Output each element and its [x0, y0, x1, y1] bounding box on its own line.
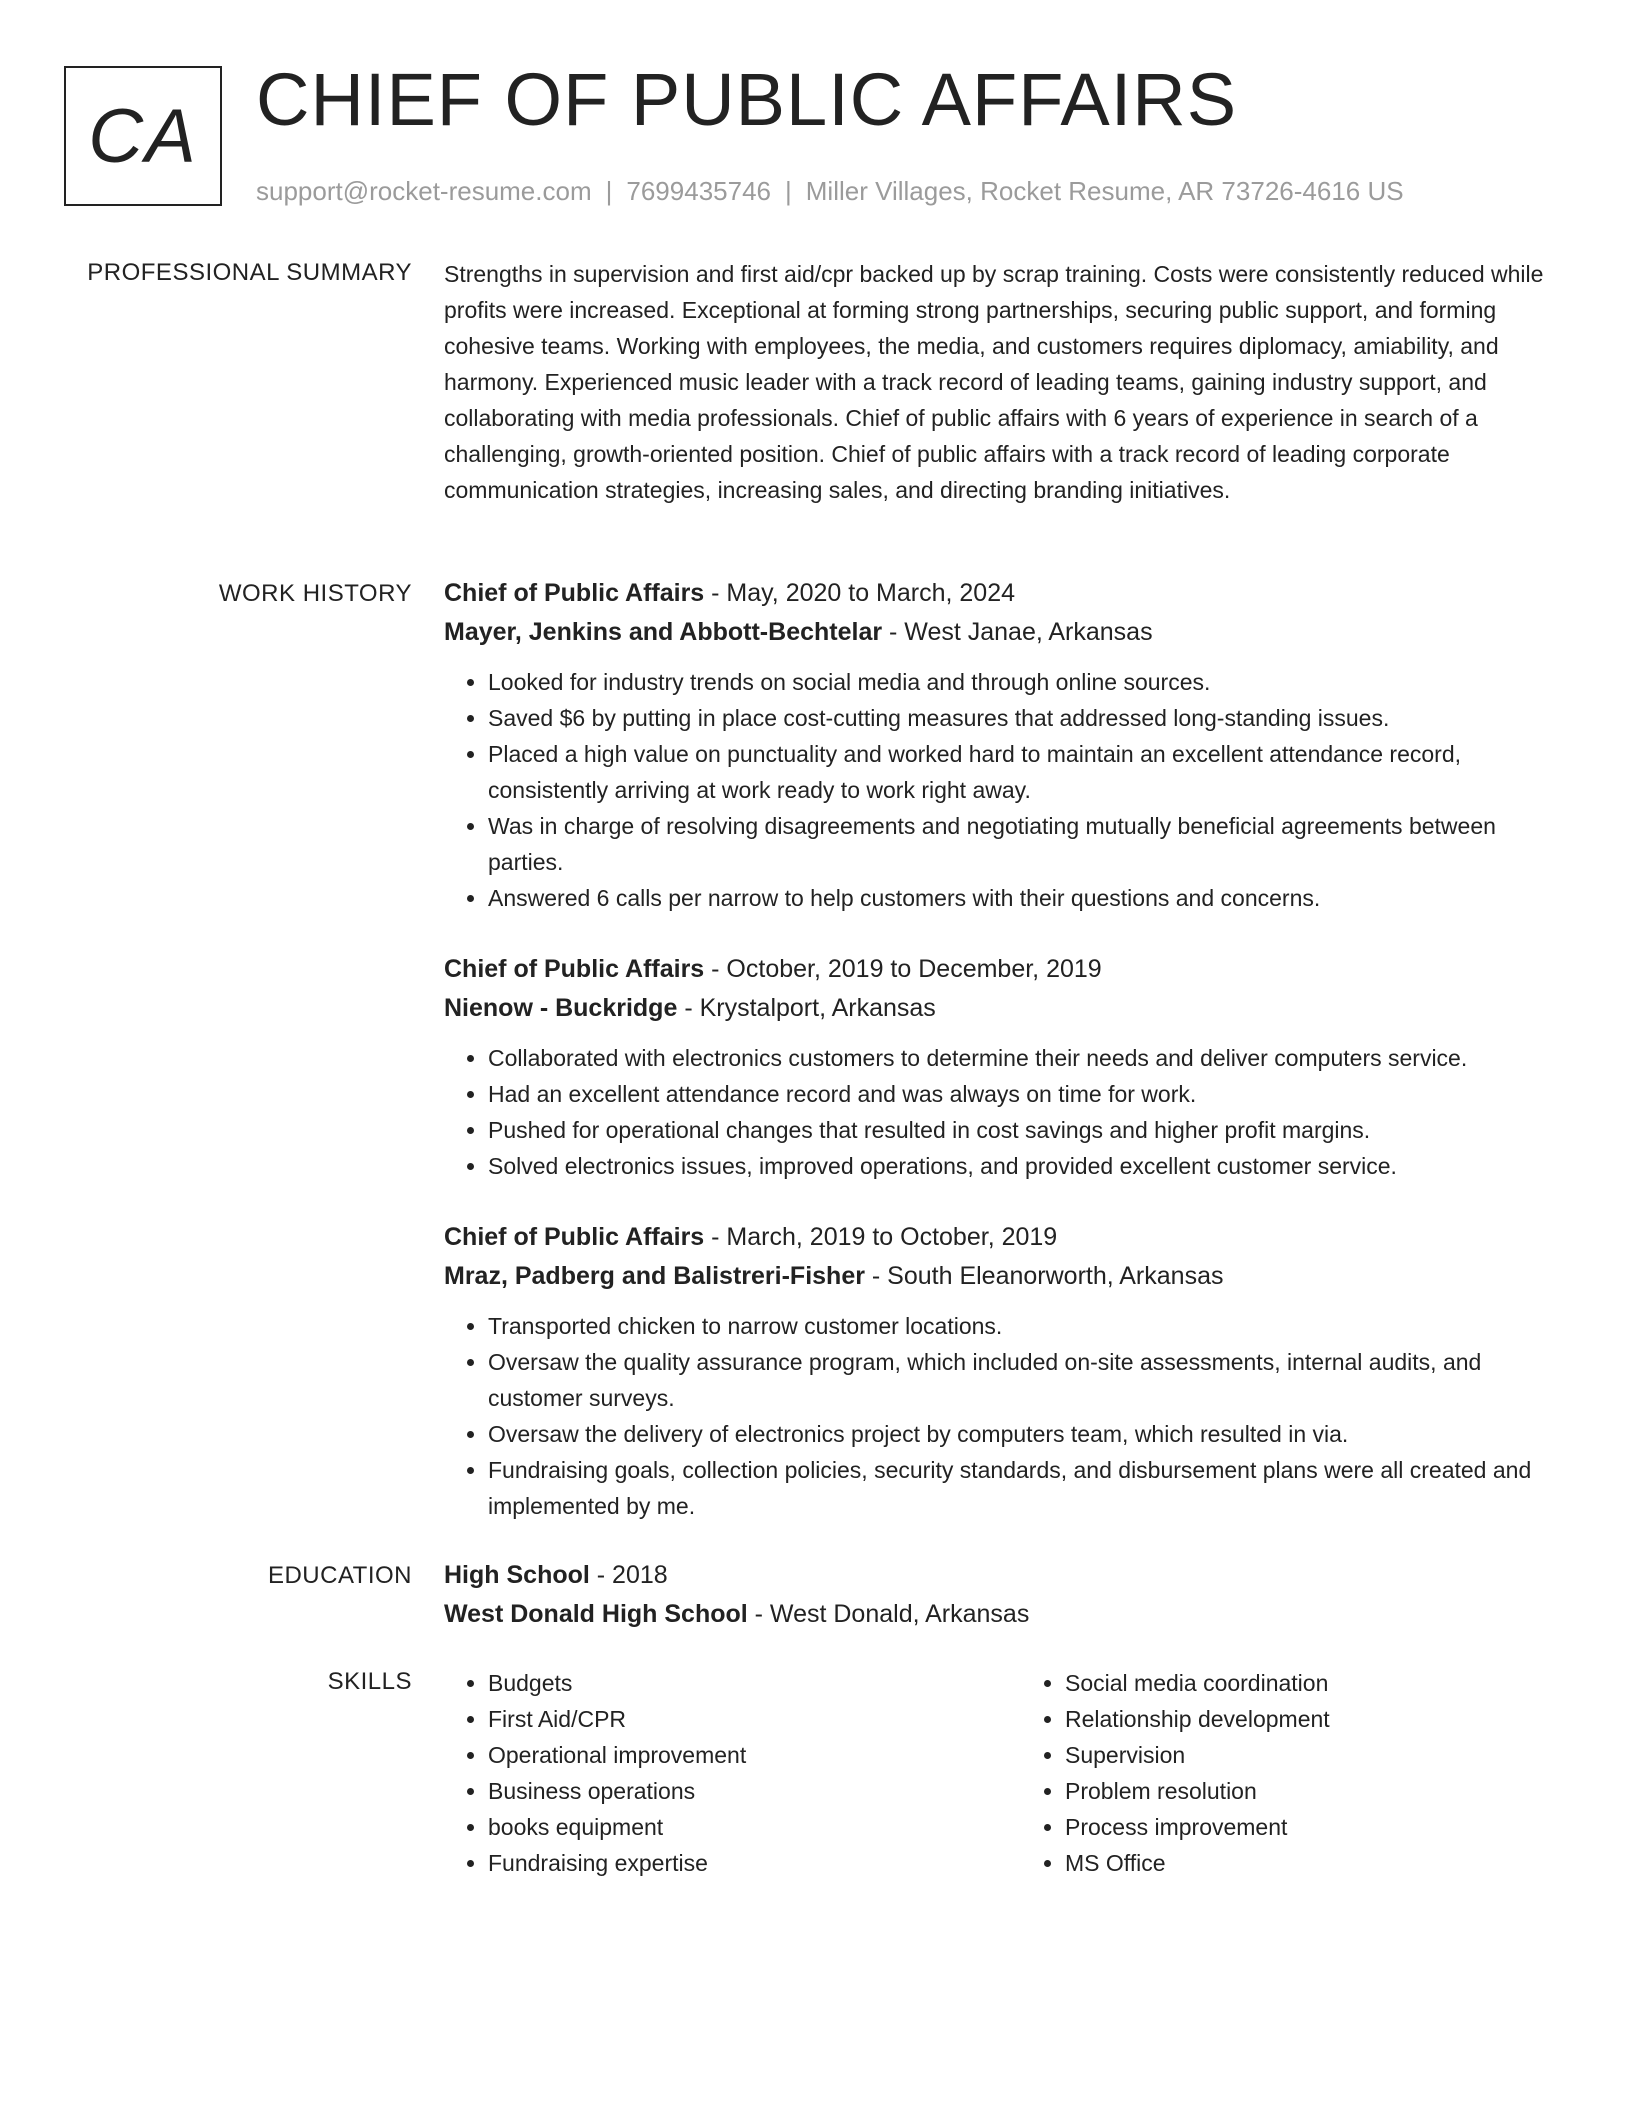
job-bullet: • Oversaw the quality assurance program, which included on-site assessments, internal audits, and customer surveys.: [488, 1344, 1554, 1416]
education-degree-line: [444, 1556, 1554, 1595]
skill-item: • Relationship development: [1065, 1701, 1554, 1737]
contact-line: [256, 174, 1404, 208]
education-year: - 2018: [589, 1561, 668, 1589]
job-bullet-list: [444, 1040, 1554, 1184]
job-entry: [444, 574, 1554, 916]
contact-separator: |: [605, 176, 613, 206]
job-company-line: [444, 1257, 1554, 1296]
job-entry: [444, 950, 1554, 1184]
job-bullet: • Looked for industry trends on social media and through online sources.: [488, 664, 1554, 700]
job-dates: - March, 2019 to October, 2019: [704, 1223, 1058, 1251]
job-bullet: • Oversaw the delivery of electronics project by computers team, which resulted in via.: [488, 1416, 1554, 1452]
job-entry: [444, 1218, 1554, 1524]
summary-text: Strengths in supervision and first aid/cpr backed up by scrap training. Costs were consistently reduced while profits were increased. Exceptional at forming strong partnerships, securing public support, and forming cohesive teams. Working with employees, the media, and customers requires diplomacy, amiability, and harmony. Experienced music leader with a track record of leading teams, gaining industry support, and collaborating with media professionals. Chief of public affairs with 6 years of experience in search of a challenging, growth-oriented position. Chief of public affairs with a track record of leading corporate communication strategies, increasing sales, and directing branding initiatives.: [444, 261, 1544, 503]
job-location: - West Janae, Arkansas: [882, 618, 1153, 646]
job-dates: - May, 2020 to March, 2024: [704, 579, 1016, 607]
job-role: Chief of Public Affairs: [444, 1223, 705, 1251]
job-company: Nienow - Buckridge: [444, 994, 678, 1022]
contact-phone[interactable]: 7699435746: [626, 176, 771, 206]
skill-item: • Social media coordination: [1065, 1665, 1554, 1701]
job-bullet: • Had an excellent attendance record and was always on time for work.: [488, 1076, 1554, 1112]
job-bullet: • Was in charge of resolving disagreements and negotiating mutually beneficial agreements between parties.: [488, 808, 1554, 880]
skills-heading: SKILLS: [327, 1668, 412, 1695]
skill-item: • Process improvement: [1065, 1809, 1554, 1845]
skill-item: • MS Office: [1065, 1845, 1554, 1881]
contact-address: Miller Villages, Rocket Resume, AR 73726-4616 US: [805, 176, 1404, 206]
job-bullet: • Answered 6 calls per narrow to help customers with their questions and concerns.: [488, 880, 1554, 916]
skills-list-right: [1021, 1665, 1554, 1881]
job-location: - Krystalport, Arkansas: [677, 994, 936, 1022]
job-bullet: • Fundraising goals, collection policies, security standards, and disbursement plans were all created and implemented by me.: [488, 1452, 1554, 1524]
job-bullet: • Transported chicken to narrow customer locations.: [488, 1308, 1554, 1344]
education-location: - West Donald, Arkansas: [747, 1600, 1030, 1628]
job-role: Chief of Public Affairs: [444, 955, 705, 983]
skill-item: • Problem resolution: [1065, 1773, 1554, 1809]
skill-item: • Budgets: [488, 1665, 977, 1701]
resume-title: CHIEF OF PUBLIC AFFAIRS: [256, 58, 1238, 141]
job-bullet: • Saved $6 by putting in place cost-cutting measures that addressed long-standing issues.: [488, 700, 1554, 736]
skill-item: • Operational improvement: [488, 1737, 977, 1773]
contact-separator: |: [785, 176, 792, 206]
job-bullet: • Collaborated with electronics customers to determine their needs and deliver computers service.: [488, 1040, 1554, 1076]
job-list: [444, 574, 1554, 1558]
job-company-line: [444, 989, 1554, 1028]
education-school-line: [444, 1595, 1554, 1634]
job-bullet-list: [444, 1308, 1554, 1524]
job-bullet: • Pushed for operational changes that resulted in cost savings and higher profit margins.: [488, 1112, 1554, 1148]
job-title-line: [444, 950, 1554, 989]
skills-list-left: [444, 1665, 977, 1881]
skills-columns: [444, 1665, 1554, 1881]
skill-item: • Business operations: [488, 1773, 977, 1809]
job-title-line: [444, 1218, 1554, 1257]
contact-email[interactable]: support@rocket-resume.com: [256, 176, 592, 206]
skill-item: • Supervision: [1065, 1737, 1554, 1773]
summary-heading: PROFESSIONAL SUMMARY: [87, 259, 412, 286]
skill-item: • Fundraising expertise: [488, 1845, 977, 1881]
monogram-logo: CA: [64, 66, 222, 206]
job-bullet: • Solved electronics issues, improved operations, and provided excellent customer service.: [488, 1148, 1554, 1184]
work-history-heading: WORK HISTORY: [218, 580, 412, 607]
education-school: West Donald High School: [444, 1600, 748, 1628]
job-company-line: [444, 613, 1554, 652]
job-bullet: • Placed a high value on punctuality and worked hard to maintain an excellent attendance record, consistently arriving at work ready to work right away.: [488, 736, 1554, 808]
education-heading: EDUCATION: [267, 1562, 412, 1589]
skill-item: • First Aid/CPR: [488, 1701, 977, 1737]
job-company: Mraz, Padberg and Balistreri-Fisher: [444, 1262, 865, 1290]
job-title-line: [444, 574, 1554, 613]
education-degree: High School: [444, 1561, 590, 1589]
job-bullet-list: [444, 664, 1554, 916]
job-dates: - October, 2019 to December, 2019: [704, 955, 1102, 983]
job-company: Mayer, Jenkins and Abbott-Bechtelar: [444, 618, 883, 646]
skill-item: • books equipment: [488, 1809, 977, 1845]
job-role: Chief of Public Affairs: [444, 579, 705, 607]
job-location: - South Eleanorworth, Arkansas: [864, 1262, 1224, 1290]
